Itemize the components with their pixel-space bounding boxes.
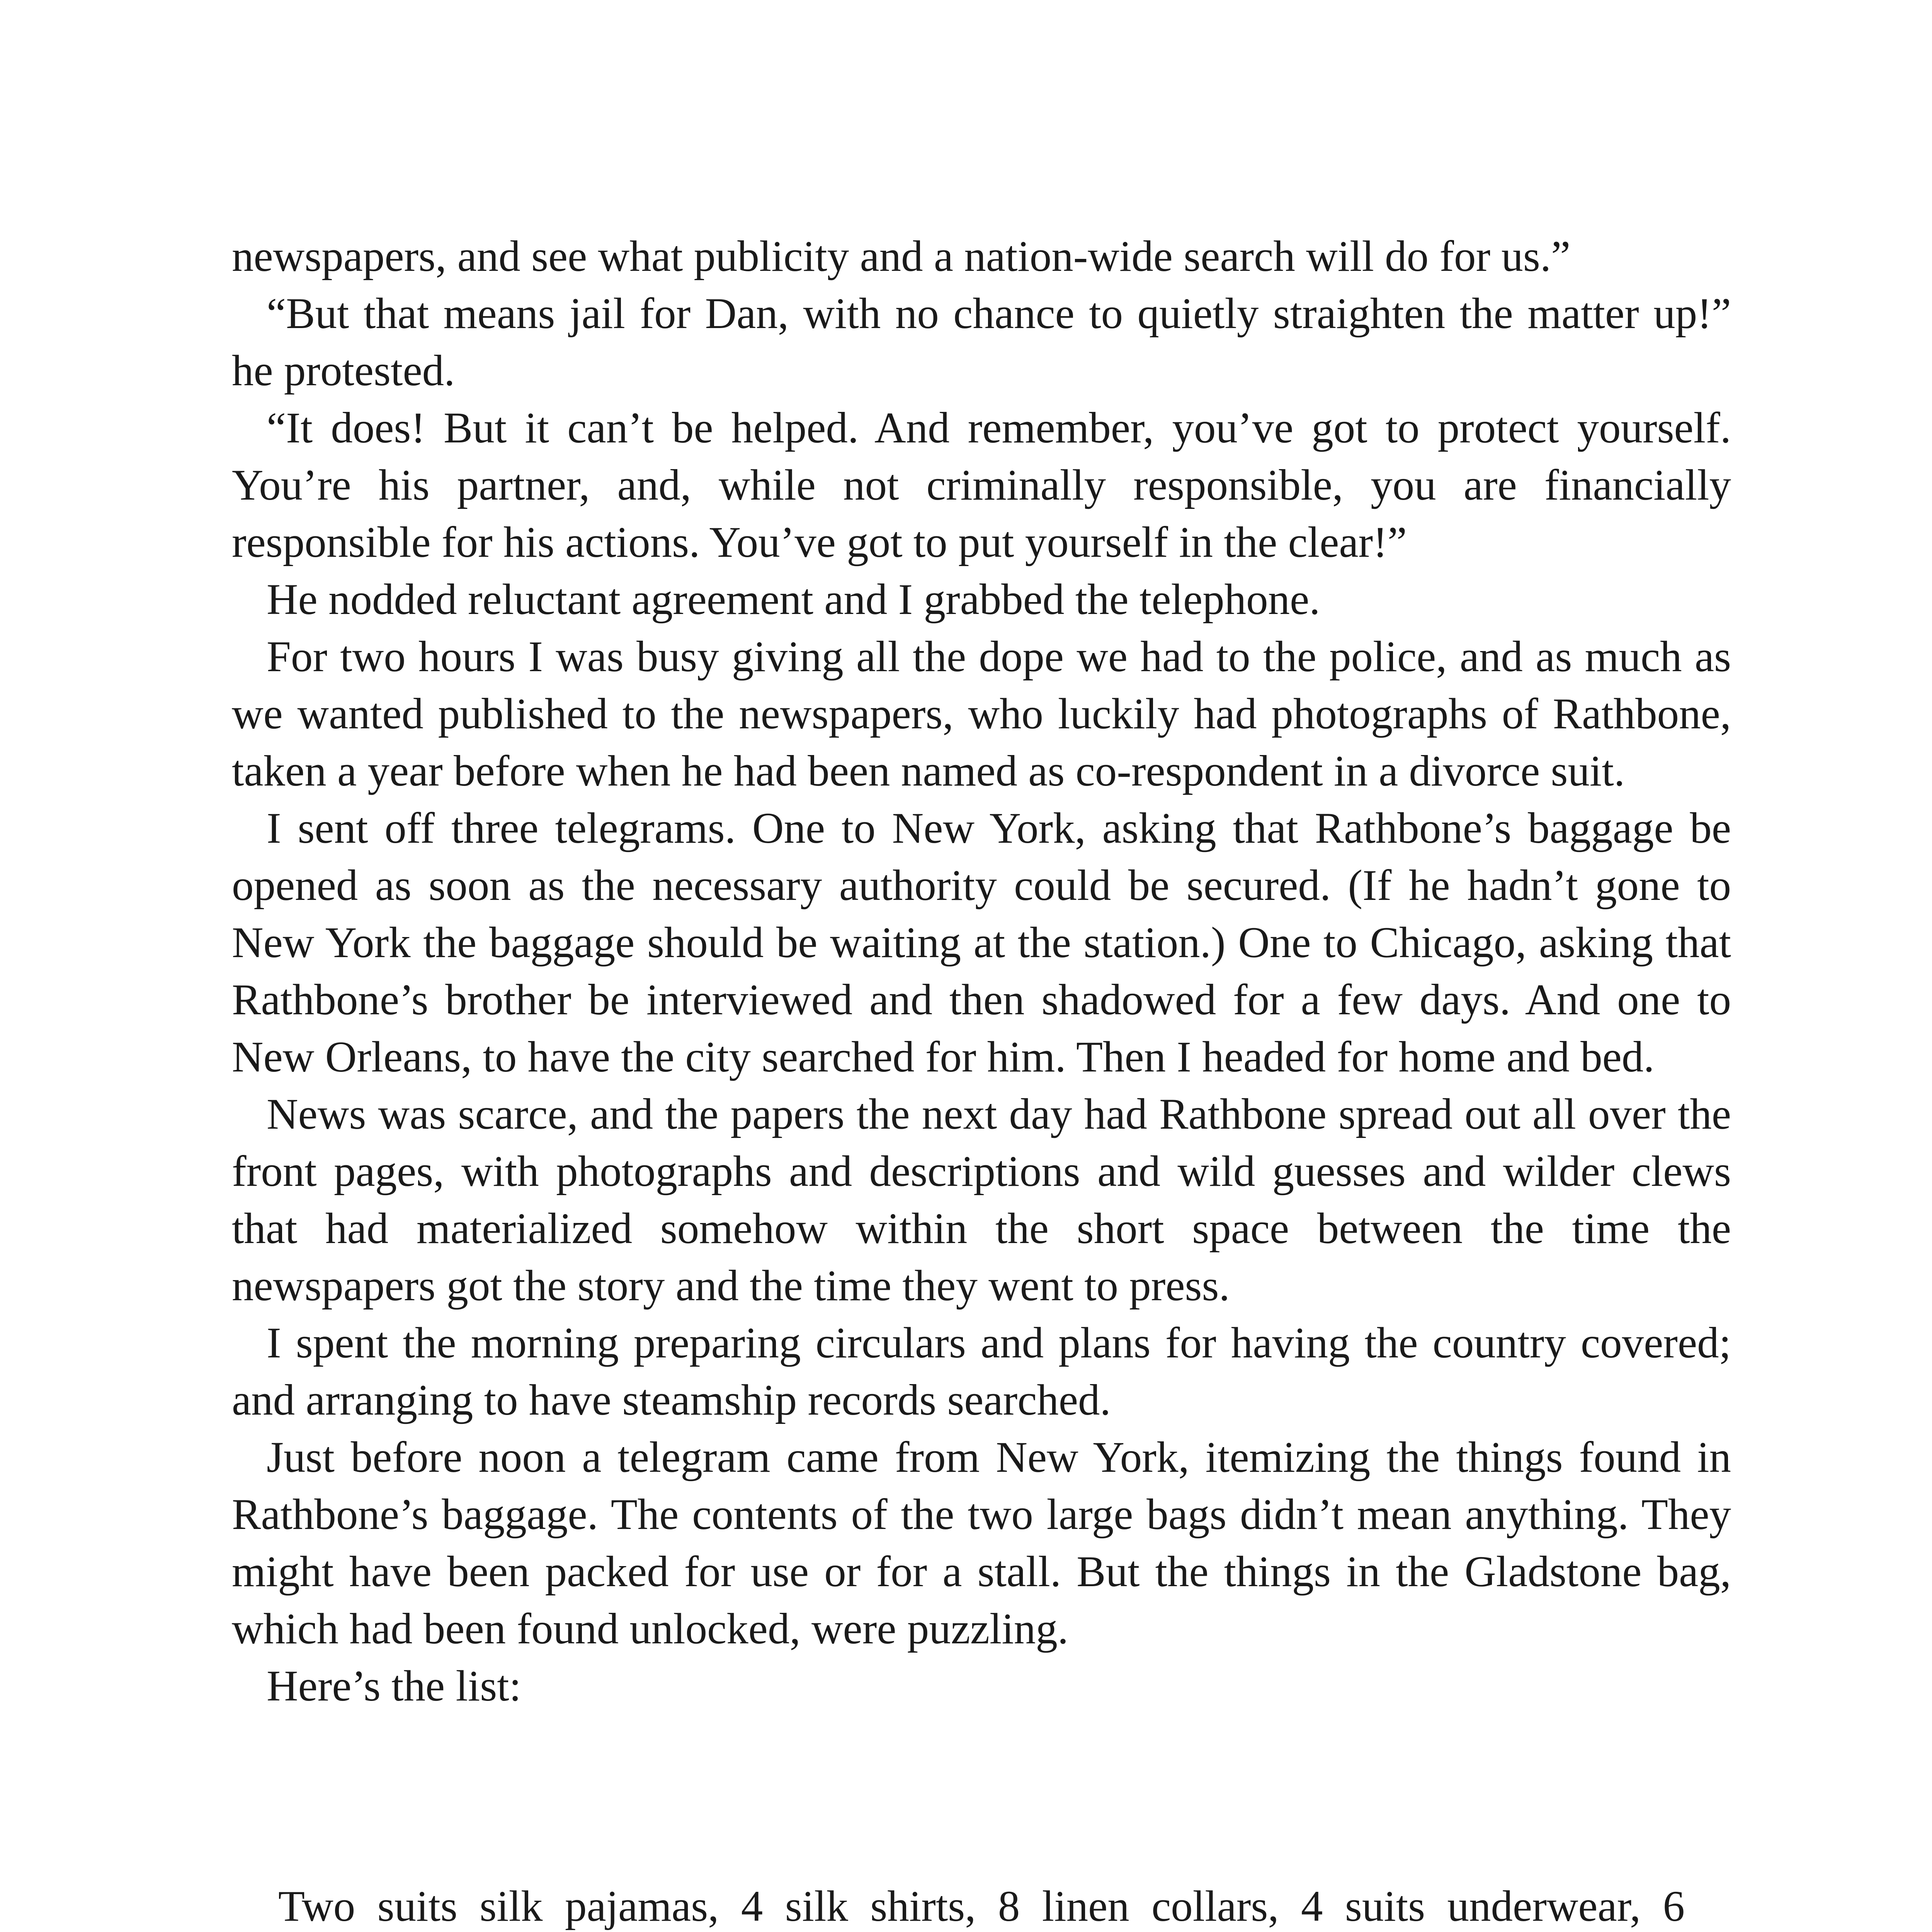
quote-text: Two suits silk pajamas, 4 silk shirts, 8 linen collars, 4 suits underwear, 6 bbox=[278, 1882, 1685, 1930]
paragraph: Just before noon a telegram came from New York, itemizing the things found in Rathbone’s baggage. The contents of the two large bags didn’t mean anything. They might have been packed for use or for a stall. But the things in the Gladstone bag, which had been found unlocked, were puzzling. bbox=[232, 1433, 1731, 1653]
paragraph: newspapers, and see what publicity and a nation-wide search will do for us.” bbox=[232, 232, 1571, 281]
paragraph: Here’s the list: bbox=[267, 1662, 522, 1710]
paragraph: He nodded reluctant agreement and I grabbed the telephone. bbox=[267, 575, 1320, 624]
paragraph: “But that means jail for Dan, with no chance to quietly straighten the matter up!” he protested. bbox=[232, 289, 1731, 395]
paragraph: I spent the morning preparing circulars and plans for having the country covered; and arranging to have steamship records searched. bbox=[232, 1319, 1731, 1424]
paragraph: “It does! But it can’t be helped. And remember, you’ve got to protect yourself. You’re his partner, and, while not criminally responsible, you are financially responsible for his actions. You’ve got to put yourself in the clear!” bbox=[232, 404, 1731, 566]
item-list-quote bbox=[278, 1878, 1685, 1932]
paragraph: News was scarce, and the papers the next day had Rathbone spread out all over the front pages, with photographs and descriptions and wild guesses and wilder clews that had materialized somehow within the short space between the time the newspapers got the story and the time they went to press. bbox=[232, 1090, 1731, 1310]
body-text bbox=[232, 228, 1731, 1715]
paragraph: I sent off three telegrams. One to New York, asking that Rathbone’s baggage be opened as soon as the necessary authority could be secured. (If he hadn’t gone to New York the baggage should be waiting at the station.) One to Chicago, asking that Rathbone’s brother be interviewed and then shadowed for a few days. And one to New Orleans, to have the city searched for him. Then I headed for home and bed. bbox=[232, 804, 1731, 1081]
paragraph: For two hours I was busy giving all the dope we had to the police, and as much as we wanted published to the newspapers, who luckily had photographs of Rathbone, taken a year before when he had been named as co-respondent in a divorce suit. bbox=[232, 633, 1731, 795]
